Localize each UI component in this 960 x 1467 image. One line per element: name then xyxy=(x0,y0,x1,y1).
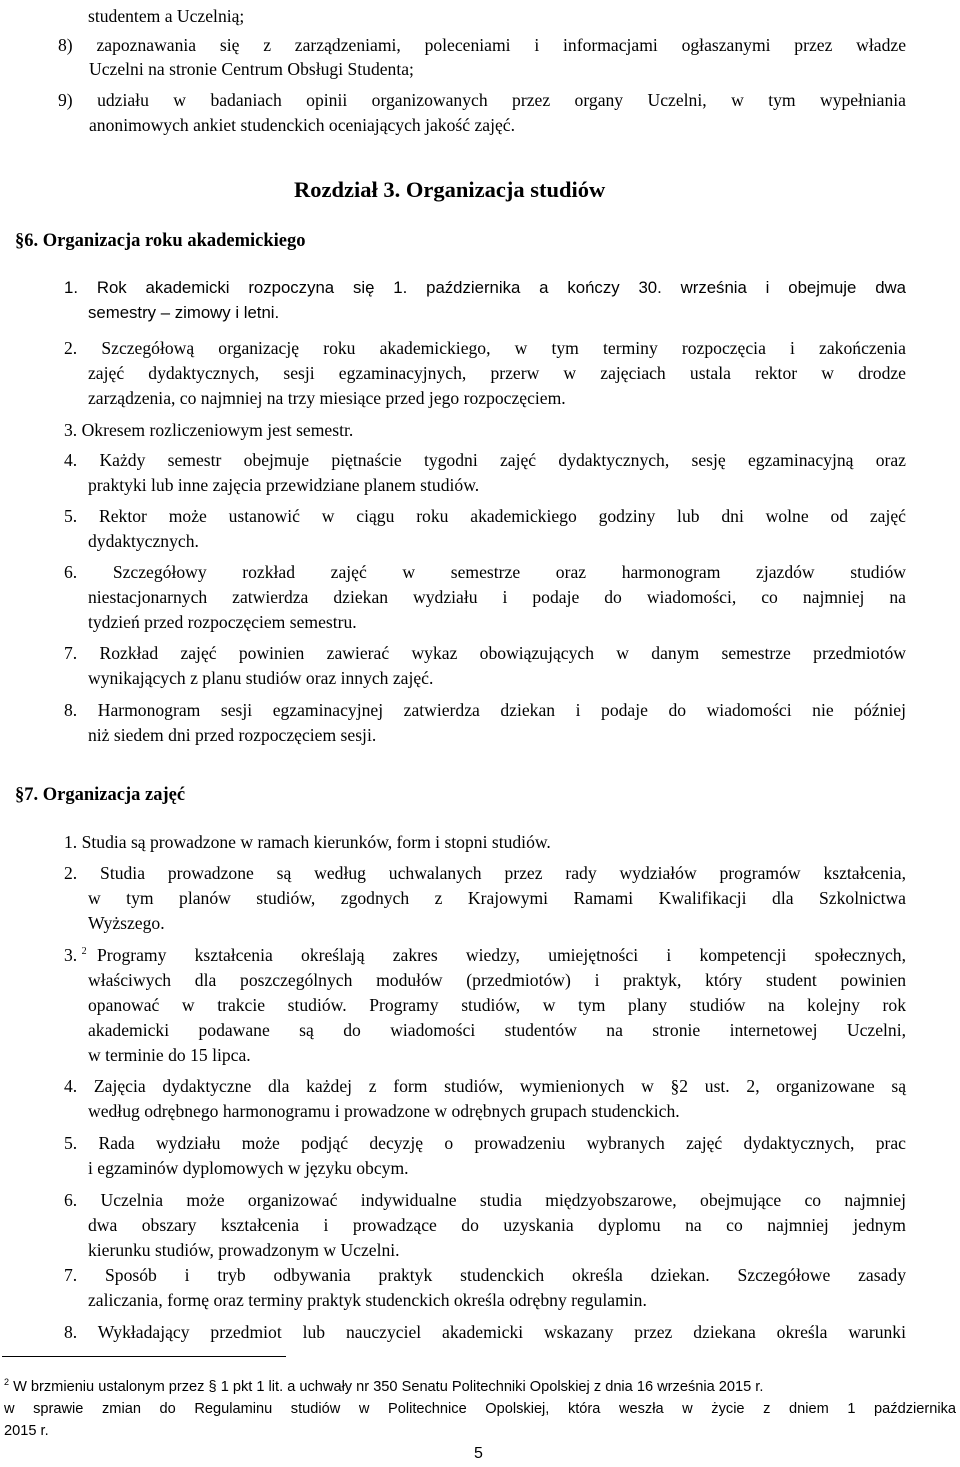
footnote-line: 2015 r. xyxy=(4,1423,49,1439)
page-number: 5 xyxy=(474,1445,483,1462)
footnote-marker: 2 xyxy=(4,1377,10,1388)
text-line: Uczelni na stronie Centrum Obsługi Studenta; xyxy=(89,59,414,79)
section-heading: §6. Organizacja roku akademickiego xyxy=(15,231,306,251)
paragraph-line: 5. Rektor może ustanowić w ciągu roku akademickiego godziny lub dni wolne od zajęć xyxy=(64,506,906,526)
footnote-text: W brzmieniu ustalonym przez § 1 pkt 1 lit. a uchwały nr 350 Senatu Politechniki Opolskiej z dnia 16 września 2015 r. xyxy=(9,1379,764,1395)
footnote-ref: 2 xyxy=(81,946,87,958)
paragraph-line: opanować w trakcie studiów. Programy studiów, w tym plany studiów na kolejny rok xyxy=(88,995,906,1015)
paragraph-line: tydzień przed rozpoczęciem semestru. xyxy=(88,612,357,632)
paragraph-line: wynikających z planu studiów oraz innych zajęć. xyxy=(88,668,434,688)
paragraph-line: semestry – zimowy i letni. xyxy=(88,303,280,322)
paragraph-line: 2. Szczegółową organizację roku akademickiego, w tym terminy rozpoczęcia i zakończenia xyxy=(64,338,906,358)
paragraph-line: 6. Uczelnia może organizować indywidualne studia międzyobszarowe, obejmujące co najmniej xyxy=(64,1190,906,1210)
paragraph-line: zaliczania, formę oraz terminy praktyk studenckich określa odrębny regulamin. xyxy=(88,1290,647,1310)
paragraph-line: kierunku studiów, prowadzonym w Uczelni. xyxy=(88,1240,400,1260)
chapter-title: Rozdział 3. Organizacja studiów xyxy=(294,177,606,202)
paragraph-line: w tym planów studiów, zgodnych z Krajowymi Ramami Kwalifikacji dla Szkolnictwa xyxy=(88,888,906,908)
item-number: 3. xyxy=(64,945,82,965)
paragraph-line: 7. Sposób i tryb odbywania praktyk studenckich określa dziekan. Szczegółowe zasady xyxy=(64,1265,906,1285)
paragraph-line: 8. Wykładający przedmiot lub nauczyciel akademicki wskazany przez dziekana określa warunki xyxy=(64,1322,906,1342)
paragraph-line: Programy kształcenia określają zakres wiedzy, umiejętności i kompetencji społecznych, xyxy=(97,945,906,965)
paragraph-line: 4. Zajęcia dydaktyczne dla każdej z form studiów, wymienionych w §2 ust. 2, organizowane są xyxy=(64,1076,906,1096)
paragraph-line: 5. Rada wydziału może podjąć decyzję o prowadzeniu wybranych zajęć dydaktycznych, prac xyxy=(64,1133,906,1153)
footnote-separator xyxy=(2,1356,286,1357)
paragraph-line: 8. Harmonogram sesji egzaminacyjnej zatwierdza dziekan i podaje do wiadomości nie później xyxy=(64,700,906,720)
paragraph-line: według odrębnego harmonogramu i prowadzone w odrębnych grupach studenckich. xyxy=(88,1101,680,1121)
text-line: studentem a Uczelnią; xyxy=(88,6,245,26)
paragraph-line: 1. Rok akademicki rozpoczyna się 1. października a kończy 30. września i obejmuje dwa xyxy=(64,278,906,297)
list-item: 8) zapoznawania się z zarządzeniami, poleceniami i informacjami ogłaszanymi przez władze xyxy=(58,35,906,55)
paragraph-line: niż siedem dni przed rozpoczęciem sesji. xyxy=(88,725,377,745)
paragraph-line: akademicki podawane są do wiadomości studentów na stronie internetowej Uczelni, xyxy=(88,1020,906,1040)
paragraph-line: 7. Rozkład zajęć powinien zawierać wykaz obowiązujących w danym semestrze przedmiotów xyxy=(64,643,906,663)
footnote-line xyxy=(4,1377,763,1397)
paragraph-line: niestacjonarnych zatwierdza dziekan wydziału i podaje do wiadomości, co najmniej na xyxy=(88,587,906,607)
paragraph-line: zajęć dydaktycznych, sesji egzaminacyjnych, przerw w zajęciach ustala rektor w drodze xyxy=(88,363,906,383)
paragraph-line: w terminie do 15 lipca. xyxy=(88,1045,251,1065)
paragraph-line: 2. Studia prowadzone są według uchwalanych przez rady wydziałów programów kształcenia, xyxy=(64,863,906,883)
paragraph-line: praktyki lub inne zajęcia przewidziane planem studiów. xyxy=(88,475,480,495)
paragraph-line: i egzaminów dyplomowych w języku obcym. xyxy=(88,1158,409,1178)
paragraph-line: właściwych dla poszczególnych modułów (przedmiotów) i praktyk, który student powinien xyxy=(88,970,906,990)
list-number xyxy=(64,943,87,967)
section-heading: §7. Organizacja zajęć xyxy=(15,785,186,805)
paragraph-line: dwa obszary kształcenia i prowadzące do uzyskania dyplomu na co najmniej jednym xyxy=(88,1215,906,1235)
paragraph-line: Wyższego. xyxy=(88,913,165,933)
paragraph-line: 3. Okresem rozliczeniowym jest semestr. xyxy=(64,420,354,440)
paragraph-line: 6. Szczegółowy rozkład zajęć w semestrze oraz harmonogram zjazdów studiów xyxy=(64,562,906,582)
paragraph-line: zarządzenia, co najmniej na trzy miesiące przed jego rozpoczęciem. xyxy=(88,388,566,408)
footnote-line: w sprawie zmian do Regulaminu studiów w Politechnice Opolskiej, która weszła w życie z dniem 1 października xyxy=(4,1401,956,1417)
paragraph-line: 4. Każdy semestr obejmuje piętnaście tygodni zajęć dydaktycznych, sesję egzaminacyjną oraz xyxy=(64,450,906,470)
list-item: 9) udziału w badaniach opinii organizowanych przez organy Uczelni, w tym wypełniania xyxy=(58,90,906,110)
text-line: anonimowych ankiet studenckich oceniających jakość zajęć. xyxy=(89,115,515,135)
paragraph-line: 1. Studia są prowadzone w ramach kierunków, form i stopni studiów. xyxy=(64,832,551,852)
paragraph-line: dydaktycznych. xyxy=(88,531,199,551)
